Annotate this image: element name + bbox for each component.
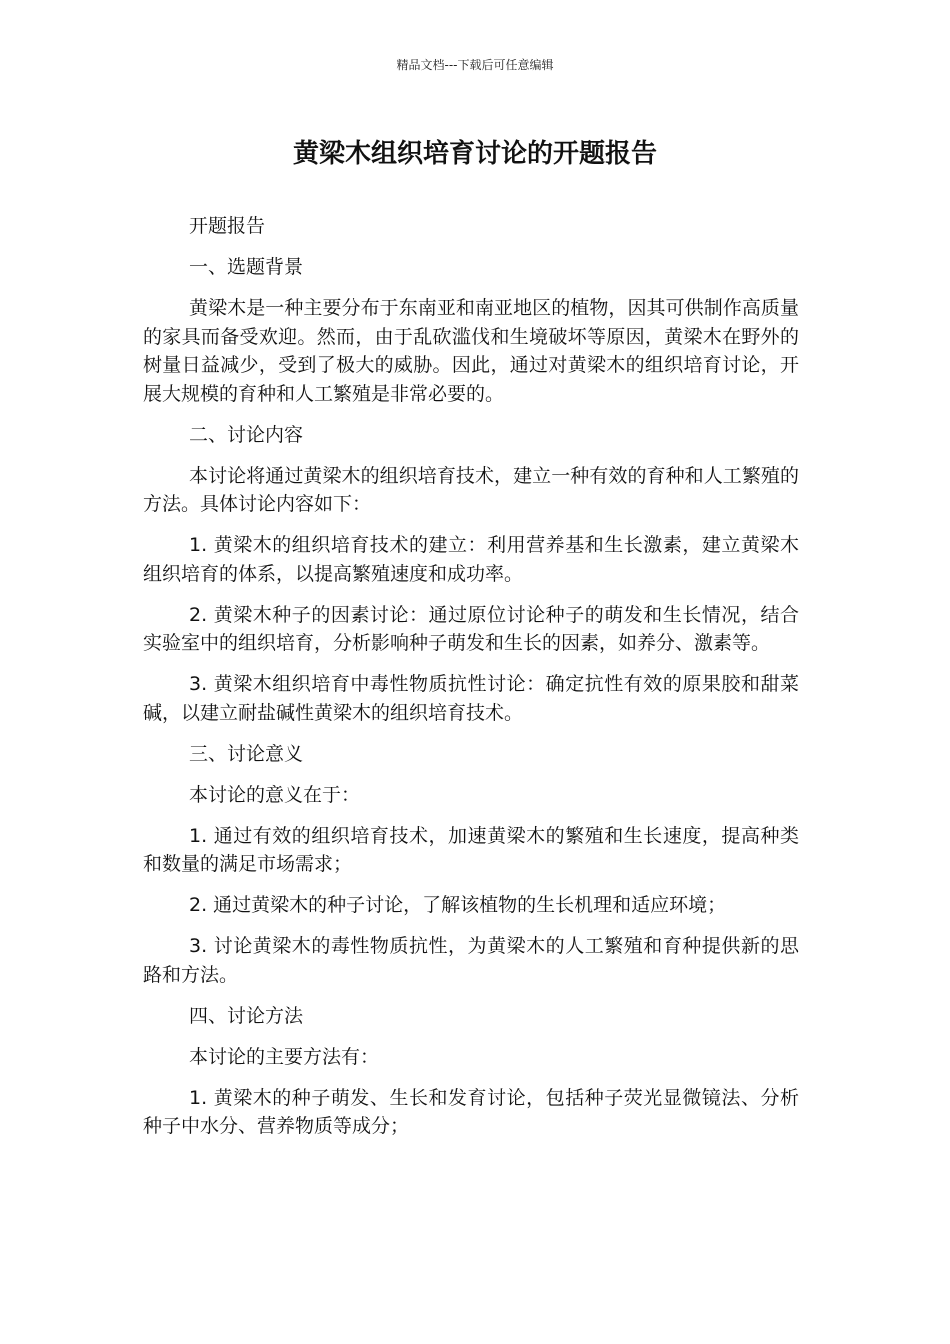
paragraph-significance-intro: 本讨论的意义在于： — [189, 783, 361, 806]
header-note: 精品文档---下载后可任意编辑 — [396, 58, 554, 72]
section-heading-background: 一、选题背景 — [189, 256, 304, 278]
list-item-content-1: 1. 黄梁木的组织培育技术的建立：利用营养基和生长激素，建立黄梁木组织培育的体系，以提高繁殖速度和成功率。 — [143, 534, 799, 585]
list-item-methods-1: 1. 黄梁木的种子萌发、生长和发育讨论，包括种子荧光显微镜法、分析种子中水分、营养物质等成分； — [143, 1086, 799, 1137]
list-item-content-3: 3. 黄梁木组织培育中毒性物质抗性讨论：确定抗性有效的原果胶和甜菜碱，以建立耐盐碱性黄梁木的组织培育技术。 — [143, 673, 799, 724]
paragraph-methods-intro: 本讨论的主要方法有： — [189, 1045, 380, 1068]
list-item-content-2: 2. 黄梁木种子的因素讨论：通过原位讨论种子的萌发和生长情况，结合实验室中的组织培育，分析影响种子萌发和生长的因素，如养分、激素等。 — [143, 603, 799, 654]
section-heading-content: 二、讨论内容 — [189, 423, 304, 446]
document-title: 黄梁木组织培育讨论的开题报告 — [292, 139, 657, 169]
section-heading-methods: 四、讨论方法 — [189, 1004, 304, 1027]
list-item-significance-1: 1. 通过有效的组织培育技术，加速黄梁木的繁殖和生长速度，提高种类和数量的满足市场需求； — [143, 824, 799, 875]
paragraph-content-intro: 本讨论将通过黄梁木的组织培育技术，建立一种有效的育种和人工繁殖的方法。具体讨论内容如下： — [143, 464, 799, 515]
list-item-significance-2: 2. 通过黄梁木的种子讨论，了解该植物的生长机理和适应环境； — [189, 894, 727, 916]
document-body — [143, 212, 799, 1153]
list-item-significance-3: 3. 讨论黄梁木的毒性物质抗性，为黄梁木的人工繁殖和育种提供新的思路和方法。 — [143, 935, 799, 986]
paragraph-background: 黄梁木是一种主要分布于东南亚和南亚地区的植物，因其可供制作高质量的家具而备受欢迎。然而，由于乱砍滥伐和生境破坏等原因，黄梁木在野外的树量日益减少，受到了极大的威胁。因此，通过对黄梁木的组织培育讨论，开展大规模的育种和人工繁殖是非常必要的。 — [143, 297, 799, 405]
paragraph-report-label: 开题报告 — [189, 215, 266, 237]
section-heading-significance: 三、讨论意义 — [189, 742, 304, 765]
